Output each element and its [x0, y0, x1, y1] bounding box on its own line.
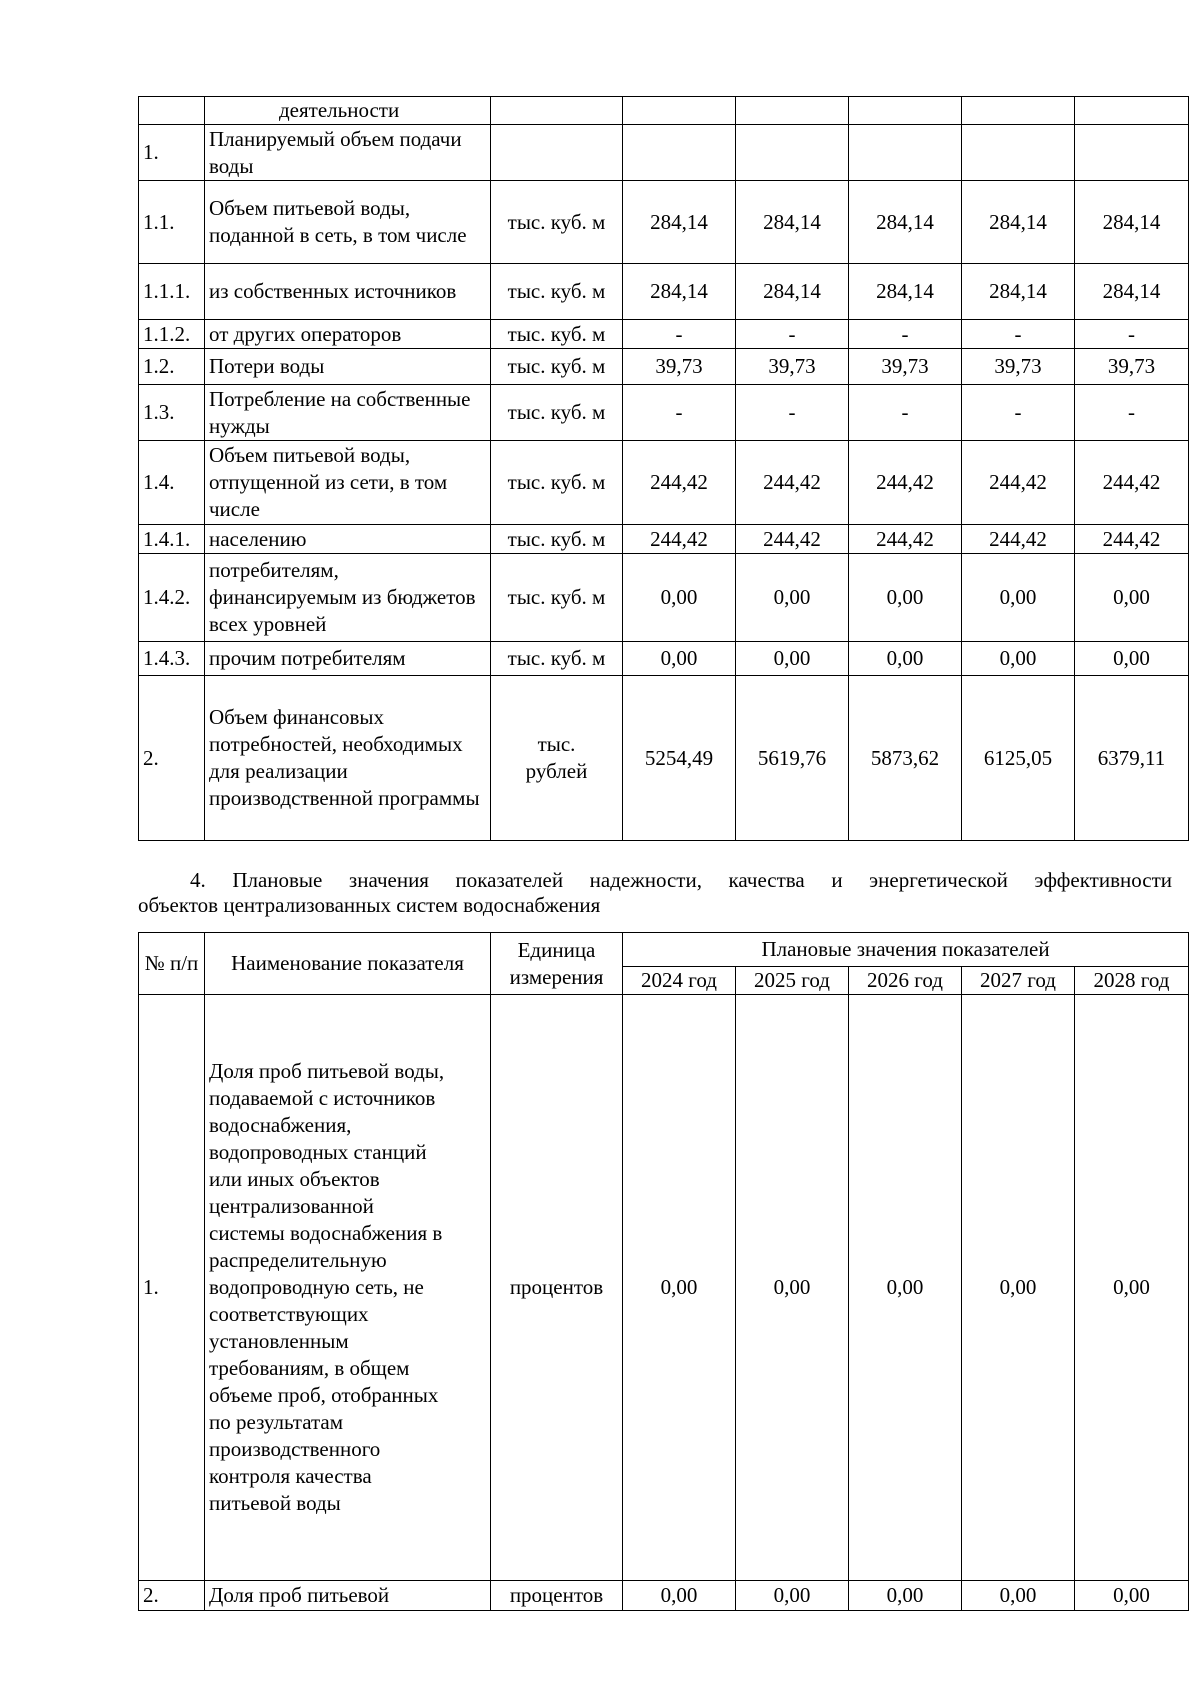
row-name: Планируемый объем подачи воды: [205, 125, 491, 181]
value-cell: 244,42: [1075, 525, 1189, 554]
value-cell: [623, 97, 736, 125]
value-cell: 244,42: [736, 525, 849, 554]
header-unit: Единица измерения: [491, 933, 623, 995]
row-name: Объем питьевой воды, отпущенной из сети, в том числе: [205, 441, 491, 525]
table-row: [139, 676, 1189, 841]
header-num: № п/п: [139, 933, 205, 995]
value-cell: 284,14: [849, 181, 962, 264]
row-unit: тыс. куб. м: [491, 181, 623, 264]
value-cell: 6379,11: [1075, 676, 1189, 841]
row-number: [139, 97, 205, 125]
row-unit: [491, 125, 623, 181]
header-year: 2027 год: [962, 967, 1075, 995]
table-row: [139, 385, 1189, 441]
value-cell: 0,00: [849, 642, 962, 676]
row-name: Объем питьевой воды, поданной в сеть, в том числе: [205, 181, 491, 264]
header-year: 2026 год: [849, 967, 962, 995]
row-number: 1.2.: [139, 349, 205, 385]
value-cell: 0,00: [623, 554, 736, 642]
value-cell: 284,14: [736, 264, 849, 320]
row-unit: тыс. куб. м: [491, 385, 623, 441]
row-name: прочим потребителям: [205, 642, 491, 676]
value-cell: 0,00: [623, 995, 736, 1581]
value-cell: 0,00: [849, 995, 962, 1581]
row-number: 1.3.: [139, 385, 205, 441]
value-cell: -: [849, 385, 962, 441]
row-name: потребителям, финансируемым из бюджетов всех уровней: [205, 554, 491, 642]
table-row: [139, 995, 1189, 1581]
value-cell: [962, 125, 1075, 181]
row-number: 2.: [139, 1581, 205, 1611]
row-unit: процентов: [491, 995, 623, 1581]
value-cell: 0,00: [962, 995, 1075, 1581]
value-cell: 284,14: [849, 264, 962, 320]
value-cell: 5254,49: [623, 676, 736, 841]
row-unit: тыс. куб. м: [491, 525, 623, 554]
value-cell: 284,14: [736, 181, 849, 264]
table-row: [139, 97, 1189, 125]
row-unit: [491, 97, 623, 125]
header-group: Плановые значения показателей: [623, 933, 1189, 967]
value-cell: 0,00: [736, 642, 849, 676]
header-year: 2025 год: [736, 967, 849, 995]
row-number: 1.1.1.: [139, 264, 205, 320]
table-row: [139, 1581, 1189, 1611]
row-number: 1.4.1.: [139, 525, 205, 554]
value-cell: 39,73: [736, 349, 849, 385]
value-cell: -: [1075, 320, 1189, 349]
row-number: 1.4.2.: [139, 554, 205, 642]
section-heading: [138, 868, 1172, 918]
value-cell: [849, 97, 962, 125]
row-unit: тыс. куб. м: [491, 441, 623, 525]
value-cell: 0,00: [849, 1581, 962, 1611]
indicators-table: [138, 932, 1189, 1611]
value-cell: 0,00: [962, 642, 1075, 676]
row-name: Потери воды: [205, 349, 491, 385]
row-unit: тыс. куб. м: [491, 264, 623, 320]
value-cell: -: [849, 320, 962, 349]
row-unit: тыс. рублей: [491, 676, 623, 841]
value-cell: 284,14: [1075, 181, 1189, 264]
header-name: Наименование показателя: [205, 933, 491, 995]
value-cell: 244,42: [962, 525, 1075, 554]
value-cell: [1075, 97, 1189, 125]
value-cell: -: [623, 385, 736, 441]
value-cell: 6125,05: [962, 676, 1075, 841]
row-name: населению: [205, 525, 491, 554]
value-cell: 39,73: [962, 349, 1075, 385]
value-cell: 284,14: [962, 181, 1075, 264]
value-cell: 0,00: [623, 1581, 736, 1611]
value-cell: 284,14: [1075, 264, 1189, 320]
value-cell: [736, 97, 849, 125]
value-cell: 0,00: [623, 642, 736, 676]
table-header-row: [139, 933, 1189, 967]
value-cell: 0,00: [849, 554, 962, 642]
value-cell: 244,42: [623, 525, 736, 554]
value-cell: 244,42: [849, 525, 962, 554]
value-cell: -: [962, 320, 1075, 349]
table-row: [139, 349, 1189, 385]
value-cell: 39,73: [849, 349, 962, 385]
value-cell: -: [736, 320, 849, 349]
row-number: 1.4.3.: [139, 642, 205, 676]
row-name: Доля проб питьевой воды, подаваемой с источников водоснабжения, водопроводных станций или иных объектов централизованной системы водоснабжения в распределительную водопроводную сеть, не соответствующих установленным требованиям, в общем объеме проб, отобранных по результатам производственного контроля качества питьевой воды: [205, 995, 491, 1581]
value-cell: 0,00: [736, 554, 849, 642]
row-number: 1.1.2.: [139, 320, 205, 349]
value-cell: 244,42: [849, 441, 962, 525]
row-name: Доля проб питьевой: [205, 1581, 491, 1611]
value-cell: 5619,76: [736, 676, 849, 841]
value-cell: 0,00: [1075, 995, 1189, 1581]
value-cell: 39,73: [1075, 349, 1189, 385]
value-cell: [849, 125, 962, 181]
table-row: [139, 441, 1189, 525]
production-program-table: [138, 96, 1189, 841]
table-row: [139, 181, 1189, 264]
value-cell: -: [623, 320, 736, 349]
value-cell: -: [1075, 385, 1189, 441]
value-cell: 244,42: [623, 441, 736, 525]
row-name: Объем финансовых потребностей, необходимых для реализации производственной программы: [205, 676, 491, 841]
value-cell: 0,00: [736, 1581, 849, 1611]
table-row: [139, 642, 1189, 676]
row-unit: тыс. куб. м: [491, 349, 623, 385]
table-row: [139, 525, 1189, 554]
row-number: 1.: [139, 125, 205, 181]
row-number: 1.4.: [139, 441, 205, 525]
row-unit: тыс. куб. м: [491, 642, 623, 676]
header-year: 2028 год: [1075, 967, 1189, 995]
value-cell: 284,14: [962, 264, 1075, 320]
value-cell: 0,00: [962, 1581, 1075, 1611]
value-cell: 244,42: [962, 441, 1075, 525]
value-cell: 284,14: [623, 264, 736, 320]
value-cell: 0,00: [1075, 554, 1189, 642]
row-name: от других операторов: [205, 320, 491, 349]
value-cell: [1075, 125, 1189, 181]
row-number: 1.: [139, 995, 205, 1581]
value-cell: 0,00: [1075, 642, 1189, 676]
value-cell: 284,14: [623, 181, 736, 264]
value-cell: -: [962, 385, 1075, 441]
row-name: из собственных источников: [205, 264, 491, 320]
table-row: [139, 554, 1189, 642]
row-unit: тыс. куб. м: [491, 554, 623, 642]
row-number: 1.1.: [139, 181, 205, 264]
row-name: Потребление на собственные нужды: [205, 385, 491, 441]
table-row: [139, 125, 1189, 181]
value-cell: 0,00: [962, 554, 1075, 642]
value-cell: 0,00: [1075, 1581, 1189, 1611]
table-row: [139, 320, 1189, 349]
row-number: 2.: [139, 676, 205, 841]
value-cell: -: [736, 385, 849, 441]
value-cell: [962, 97, 1075, 125]
section-heading-line2: объектов централизованных систем водоснабжения: [138, 893, 601, 917]
value-cell: [736, 125, 849, 181]
value-cell: 0,00: [736, 995, 849, 1581]
value-cell: 39,73: [623, 349, 736, 385]
row-unit: тыс. куб. м: [491, 320, 623, 349]
value-cell: [623, 125, 736, 181]
row-unit: процентов: [491, 1581, 623, 1611]
table-row: [139, 264, 1189, 320]
value-cell: 244,42: [736, 441, 849, 525]
row-name: деятельности: [205, 97, 491, 125]
section-heading-line1: 4. Плановые значения показателей надежности, качества и энергетической эффективности: [190, 868, 1172, 892]
value-cell: 244,42: [1075, 441, 1189, 525]
value-cell: 5873,62: [849, 676, 962, 841]
header-year: 2024 год: [623, 967, 736, 995]
